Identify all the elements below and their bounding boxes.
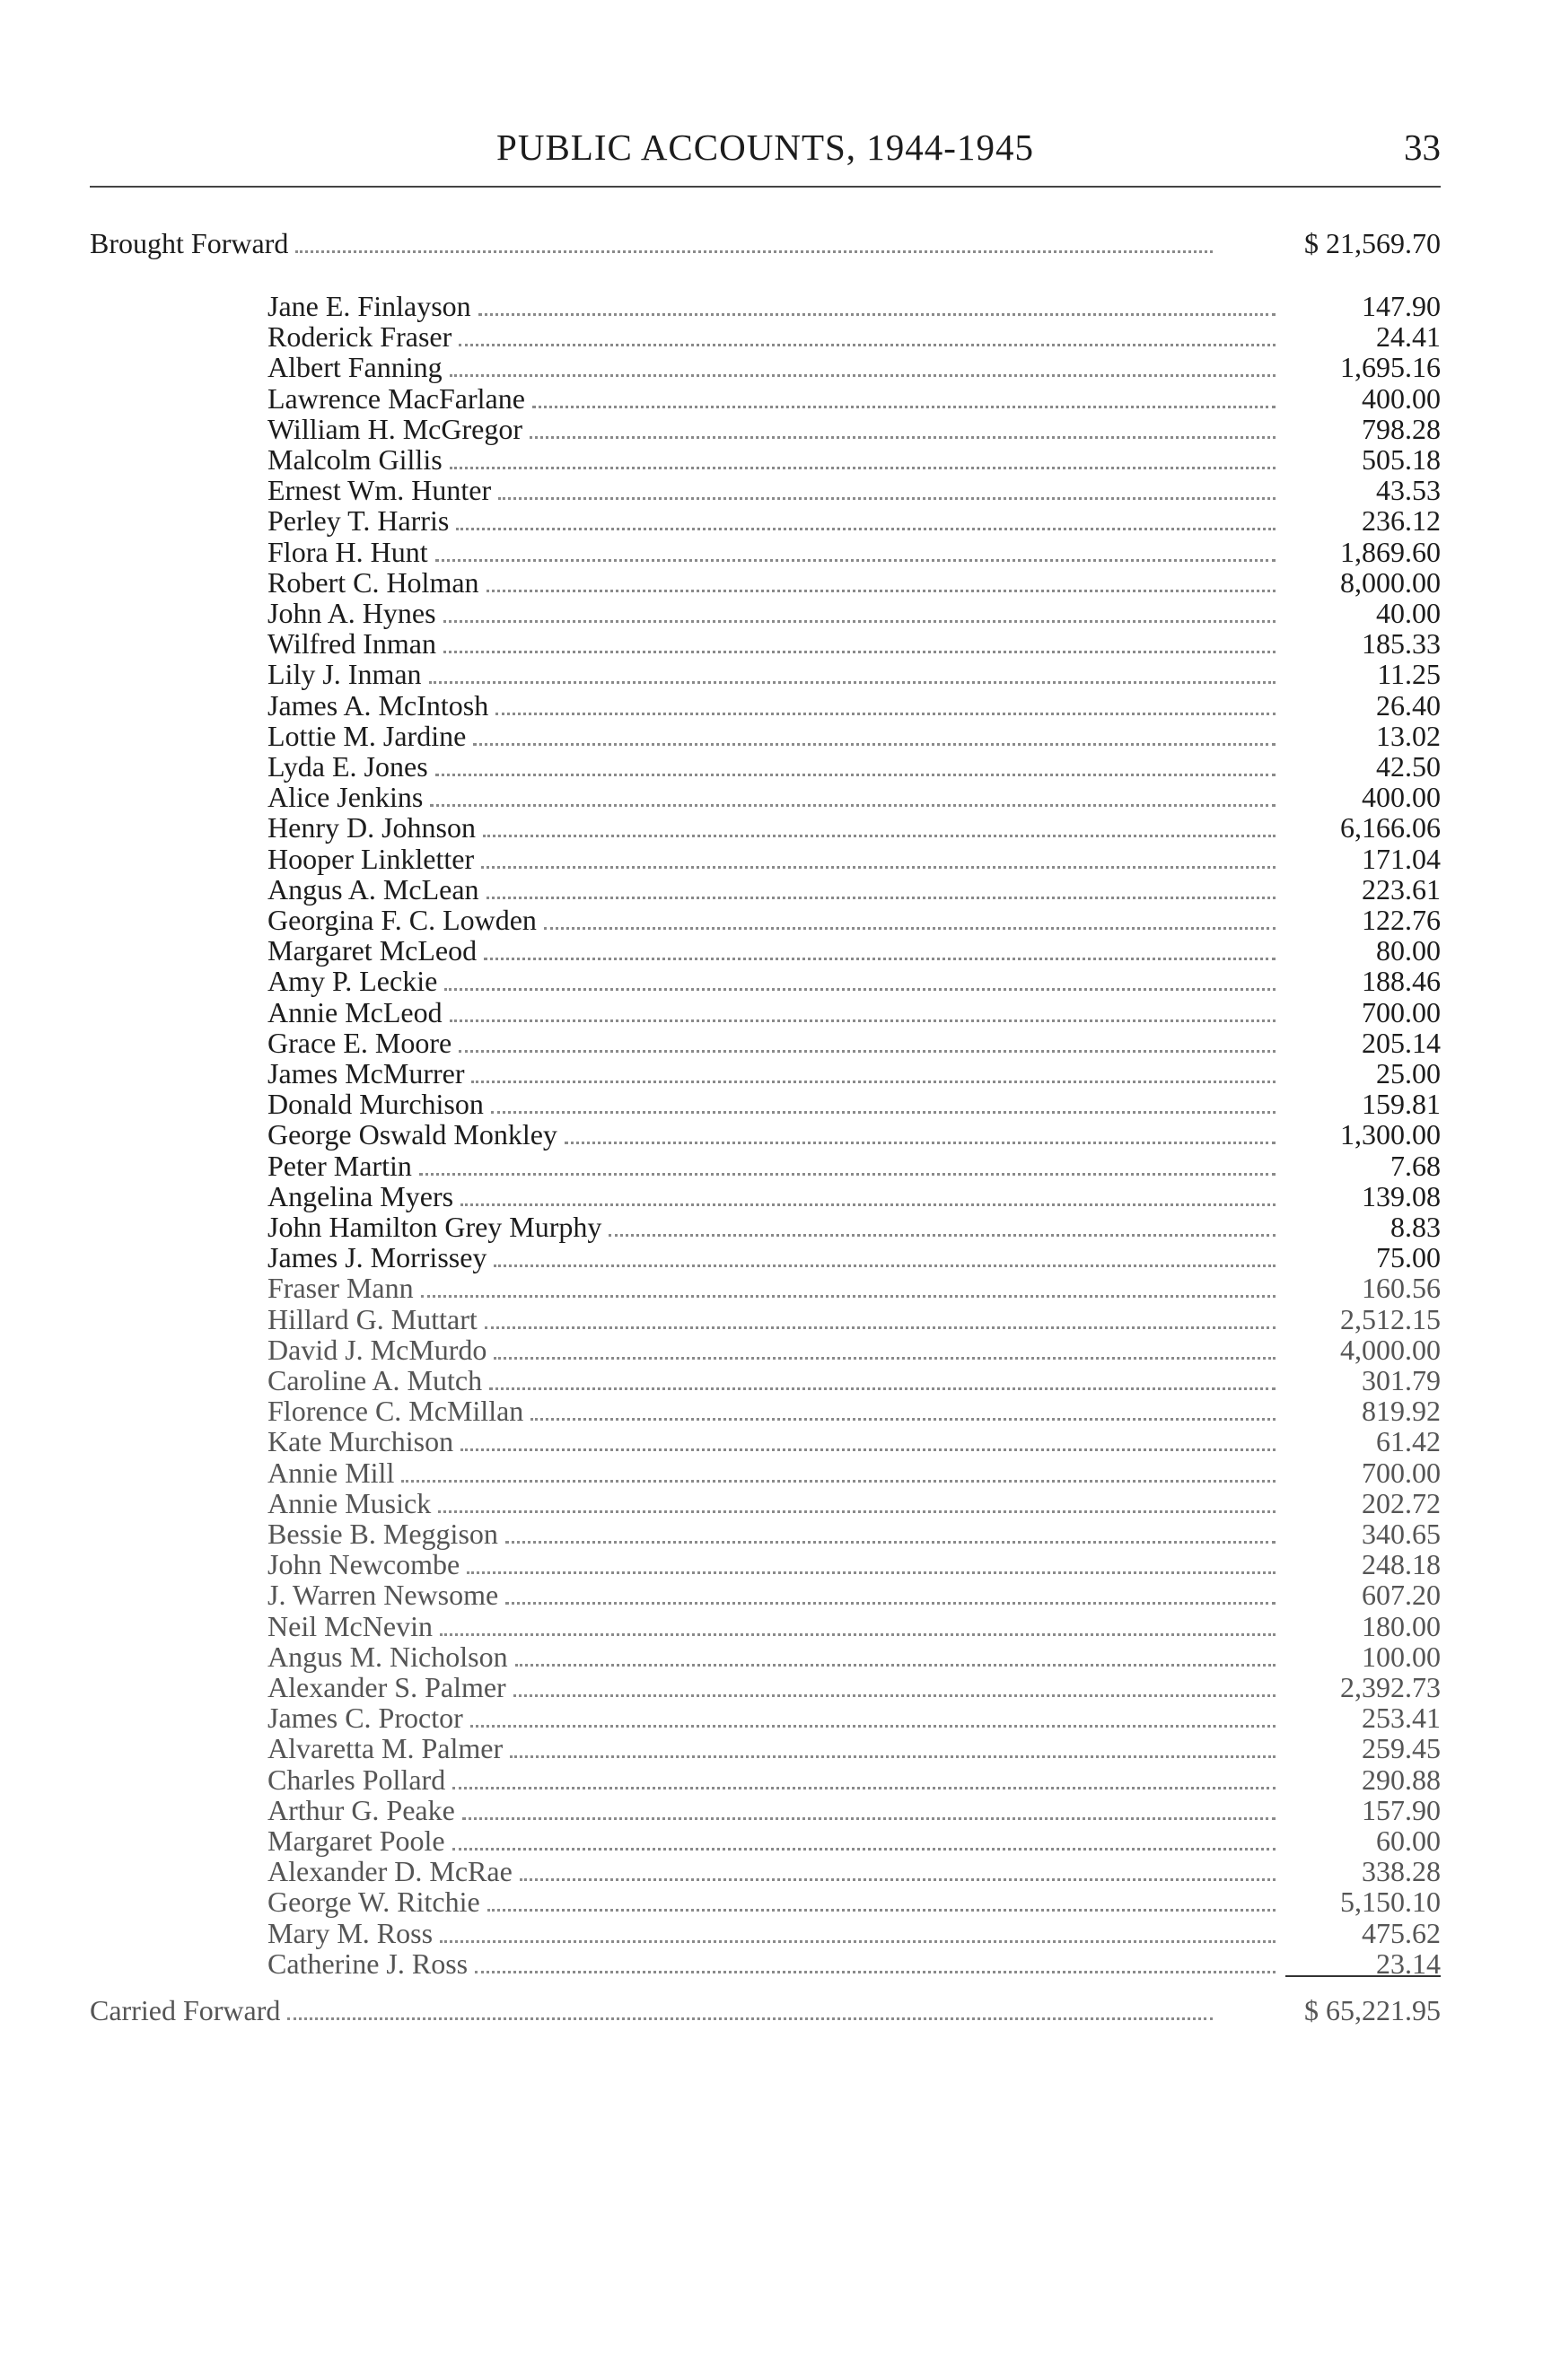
payee-name: Malcolm Gillis <box>267 443 443 476</box>
payment-amount: 1,869.60 <box>1340 535 1441 568</box>
dot-leader <box>435 754 1276 776</box>
payee-name: Caroline A. Mutch <box>267 1364 483 1396</box>
ledger-row <box>267 1947 1441 1978</box>
payment-amount: 160.56 <box>1362 1272 1441 1305</box>
ledger-row <box>267 1641 1441 1671</box>
payment-amount: 139.08 <box>1362 1179 1441 1212</box>
payment-amount: 23.14 <box>1376 1947 1441 1980</box>
ledger-row <box>267 1272 1441 1305</box>
dot-leader <box>435 539 1276 562</box>
page-number: 33 <box>1404 127 1441 168</box>
payee-name: Angus A. McLean <box>267 872 479 906</box>
payee-name: Charles Pollard <box>267 1763 446 1796</box>
payee-name: Albert Fanning <box>267 351 443 384</box>
payment-amount: 8.83 <box>1390 1211 1441 1243</box>
payment-amount: 40.00 <box>1376 597 1441 629</box>
carried-forward-label: Carried Forward <box>90 1994 281 2026</box>
ledger-row <box>267 873 1441 904</box>
payee-name: Neil McNevin <box>267 1609 433 1642</box>
dot-leader <box>515 1644 1276 1667</box>
payee-name: Arthur G. Peake <box>267 1793 455 1826</box>
ledger-row <box>267 1487 1441 1518</box>
payee-name: James J. Morrissey <box>267 1241 487 1274</box>
dot-leader <box>494 1337 1276 1360</box>
brought-forward-amount: $ 21,569.70 <box>1304 227 1441 259</box>
ledger-row <box>267 566 1441 597</box>
dot-leader <box>287 1998 1213 2020</box>
ledger-row <box>267 904 1441 934</box>
ledger-row <box>267 413 1441 443</box>
payment-amount: 157.90 <box>1362 1793 1441 1826</box>
dot-leader <box>495 693 1276 715</box>
brought-forward-row <box>90 227 1441 258</box>
dot-leader <box>456 508 1276 530</box>
ledger-row <box>267 1763 1441 1794</box>
payee-name: Alexander S. Palmer <box>267 1671 506 1703</box>
payment-amount: 798.28 <box>1362 412 1441 445</box>
dot-leader <box>459 1030 1276 1053</box>
ledger-row <box>267 720 1441 750</box>
payment-amount: 43.53 <box>1376 474 1441 507</box>
payment-amount: 400.00 <box>1362 381 1441 415</box>
payee-name: Angelina Myers <box>267 1179 454 1212</box>
ledger-row <box>267 1457 1441 1487</box>
payment-amount: 475.62 <box>1362 1916 1441 1949</box>
payment-amount: 301.79 <box>1362 1364 1441 1396</box>
dot-leader <box>510 1736 1276 1758</box>
ledger-row <box>267 1118 1441 1149</box>
page-header <box>90 126 1441 179</box>
dot-leader <box>475 1951 1276 1973</box>
ledger-row <box>267 843 1441 873</box>
dot-leader <box>401 1460 1276 1483</box>
payee-name: Catherine J. Ross <box>267 1947 469 1980</box>
payee-name: Wilfred Inman <box>267 627 436 661</box>
ledger-row <box>267 934 1441 965</box>
payment-amount: 253.41 <box>1362 1702 1441 1735</box>
payee-name: Lawrence MacFarlane <box>267 381 525 415</box>
ledger-row <box>267 1610 1441 1641</box>
dot-leader <box>489 1368 1276 1390</box>
payment-amount: 700.00 <box>1362 1456 1441 1489</box>
payee-name: Henry D. Johnson <box>267 811 476 844</box>
payee-name: George Oswald Monkley <box>267 1118 557 1151</box>
payment-amount: 60.00 <box>1376 1824 1441 1857</box>
payee-name: Annie McLeod <box>267 995 443 1028</box>
payment-amount: 188.46 <box>1362 965 1441 998</box>
payee-name: Jane E. Finlayson <box>267 290 471 322</box>
payment-amount: 248.18 <box>1362 1548 1441 1581</box>
ledger-row <box>267 1886 1441 1919</box>
payee-name: James A. McIntosh <box>267 688 489 722</box>
ledger-row <box>267 1518 1441 1548</box>
dot-leader <box>421 1275 1276 1298</box>
dot-leader <box>419 1153 1276 1176</box>
payment-amount: 122.76 <box>1362 904 1441 936</box>
dot-leader <box>471 1061 1276 1083</box>
ledger-row <box>267 965 1441 998</box>
dot-leader <box>444 968 1276 991</box>
ledger-row <box>267 1057 1441 1088</box>
payment-amount: 607.20 <box>1362 1579 1441 1612</box>
payee-name: James C. Proctor <box>267 1702 463 1735</box>
ledger-row <box>267 474 1441 507</box>
dot-leader <box>487 877 1276 899</box>
payee-name: Lily J. Inman <box>267 658 422 691</box>
ledger-row <box>267 1702 1441 1735</box>
dot-leader <box>429 661 1276 684</box>
payment-amount: 6,166.06 <box>1340 811 1441 844</box>
payment-amount: 25.00 <box>1376 1057 1441 1089</box>
dot-leader <box>544 907 1276 930</box>
ledger-row <box>267 1334 1441 1364</box>
payee-name: Lyda E. Jones <box>267 750 428 783</box>
dot-leader <box>438 1491 1276 1513</box>
payee-name: Lottie M. Jardine <box>267 719 467 752</box>
payee-name: Amy P. Leckie <box>267 965 438 998</box>
payee-name: Robert C. Holman <box>267 565 479 599</box>
ledger-row <box>267 1395 1441 1428</box>
dot-leader <box>505 1582 1276 1605</box>
ledger-row <box>267 811 1441 842</box>
ledger-row <box>267 504 1441 538</box>
ledger-row <box>267 351 1441 384</box>
payee-name: Hillard G. Muttart <box>267 1302 478 1335</box>
payment-amount: 147.90 <box>1362 290 1441 322</box>
dot-leader <box>440 1921 1276 1943</box>
payee-name: Mary M. Ross <box>267 1916 434 1949</box>
header-rule <box>90 186 1441 188</box>
payment-amount: 8,000.00 <box>1340 565 1441 599</box>
dot-leader <box>470 1705 1276 1728</box>
payee-name: Margaret McLeod <box>267 934 478 967</box>
payment-amount: 61.42 <box>1376 1425 1441 1458</box>
dot-leader <box>430 784 1276 807</box>
ledger-row <box>267 1548 1441 1579</box>
payment-amount: 338.28 <box>1362 1855 1441 1888</box>
dot-leader <box>485 1307 1276 1329</box>
ledger-row <box>267 658 1441 691</box>
payee-name: Bessie B. Meggison <box>267 1518 498 1550</box>
payee-name: Perley T. Harris <box>267 504 450 538</box>
ledger-row <box>267 1855 1441 1886</box>
dot-leader <box>530 416 1276 439</box>
payee-name: Fraser Mann <box>267 1272 414 1305</box>
dot-leader <box>450 1000 1276 1022</box>
payee-name: Ernest Wm. Hunter <box>267 474 492 507</box>
dot-leader <box>459 324 1276 346</box>
payment-amount: 290.88 <box>1362 1763 1441 1796</box>
ledger-row <box>267 1824 1441 1855</box>
ledger-row <box>267 1671 1441 1702</box>
dot-leader <box>443 631 1276 653</box>
payment-amount: 202.72 <box>1362 1486 1441 1519</box>
ledger-row <box>267 1150 1441 1180</box>
payment-amount: 223.61 <box>1362 872 1441 906</box>
payment-amount: 4,000.00 <box>1340 1333 1441 1366</box>
dot-leader <box>530 1398 1276 1421</box>
ledger-row <box>267 1180 1441 1211</box>
payment-amount: 400.00 <box>1362 781 1441 814</box>
dot-leader <box>450 354 1276 377</box>
dot-leader <box>295 231 1213 253</box>
payee-name: Georgina F. C. Lowden <box>267 904 537 936</box>
dot-leader <box>462 1798 1276 1820</box>
dot-leader <box>467 1552 1276 1574</box>
ledger-row <box>267 1732 1441 1763</box>
dot-leader <box>487 570 1276 592</box>
dot-leader <box>443 600 1276 623</box>
payment-amount: 7.68 <box>1390 1149 1441 1182</box>
payment-amount: 159.81 <box>1362 1088 1441 1121</box>
payment-amount: 700.00 <box>1362 995 1441 1028</box>
payee-name: Alice Jenkins <box>267 781 424 814</box>
carried-forward-row <box>90 1994 1441 2025</box>
payment-amount: 26.40 <box>1376 688 1441 722</box>
dot-leader <box>494 1245 1276 1267</box>
payee-name: Peter Martin <box>267 1149 412 1182</box>
payment-amount: 819.92 <box>1362 1395 1441 1428</box>
ledger-row <box>267 320 1441 354</box>
dot-leader <box>513 1675 1276 1697</box>
payment-amount: 259.45 <box>1362 1732 1441 1765</box>
dot-leader <box>520 1859 1276 1881</box>
payee-name: George W. Ritchie <box>267 1886 480 1919</box>
ledger-row <box>267 627 1441 661</box>
payment-amount: 171.04 <box>1362 842 1441 875</box>
carried-forward-amount: $ 65,221.95 <box>1304 1994 1441 2026</box>
dot-leader <box>478 293 1276 316</box>
payee-name: William H. McGregor <box>267 412 522 445</box>
ledger-row <box>267 1794 1441 1824</box>
ledger-row <box>267 1027 1441 1057</box>
payment-amount: 1,300.00 <box>1340 1118 1441 1151</box>
dot-leader <box>460 1184 1276 1206</box>
dot-leader <box>452 1767 1276 1789</box>
ledger-row <box>267 443 1441 474</box>
payee-name: Roderick Fraser <box>267 320 452 354</box>
dot-leader <box>609 1214 1276 1237</box>
ledger-row <box>267 750 1441 781</box>
ledger-row <box>267 1425 1441 1456</box>
ledger-row <box>267 1241 1441 1272</box>
ledger-row <box>267 290 1441 320</box>
ledger-row <box>267 1303 1441 1334</box>
dot-leader <box>491 1091 1276 1114</box>
dot-leader <box>481 846 1276 869</box>
ledger-row <box>267 996 1441 1027</box>
payee-name: Flora H. Hunt <box>267 535 428 568</box>
ledger-row <box>267 382 1441 413</box>
ledger-row <box>267 781 1441 814</box>
ledger-row <box>267 1088 1441 1121</box>
ledger-row <box>267 597 1441 627</box>
ledger-row <box>267 1579 1441 1612</box>
payee-name: Alvaretta M. Palmer <box>267 1732 504 1765</box>
dot-leader <box>450 447 1276 469</box>
payee-name: Grace E. Moore <box>267 1026 452 1059</box>
dot-leader <box>460 1429 1276 1451</box>
payment-amount: 5,150.10 <box>1340 1886 1441 1919</box>
payee-name: Hooper Linkletter <box>267 842 475 875</box>
dot-leader <box>532 386 1276 408</box>
payment-amount: 180.00 <box>1362 1609 1441 1642</box>
payment-amount: 11.25 <box>1377 658 1441 691</box>
dot-leader <box>484 938 1276 960</box>
payee-name: Margaret Poole <box>267 1824 445 1857</box>
payee-name: Angus M. Nicholson <box>267 1640 508 1673</box>
dot-leader <box>483 815 1276 837</box>
payment-amount: 80.00 <box>1376 934 1441 967</box>
payee-name: John Hamilton Grey Murphy <box>267 1211 602 1243</box>
payee-name: Annie Musick <box>267 1486 432 1519</box>
payment-amount: 2,392.73 <box>1340 1671 1441 1703</box>
payee-name: Kate Murchison <box>267 1425 454 1458</box>
payment-amount: 42.50 <box>1376 750 1441 783</box>
ledger-row <box>267 1917 1441 1947</box>
payment-amount: 505.18 <box>1362 443 1441 476</box>
payee-name: Florence C. McMillan <box>267 1395 524 1428</box>
payment-amount: 100.00 <box>1362 1640 1441 1673</box>
payment-amount: 185.33 <box>1362 627 1441 661</box>
payment-amount: 13.02 <box>1376 719 1441 752</box>
payment-amount: 340.65 <box>1362 1518 1441 1550</box>
dot-leader <box>452 1828 1276 1851</box>
page-title: PUBLIC ACCOUNTS, 1944-1945 <box>496 127 1034 168</box>
ledger-row <box>267 536 1441 566</box>
payee-name: J. Warren Newsome <box>267 1579 499 1612</box>
dot-leader <box>487 1889 1276 1912</box>
ledger-row <box>267 689 1441 720</box>
dot-leader <box>565 1122 1276 1144</box>
payment-amount: 236.12 <box>1362 504 1441 538</box>
payee-name: David J. McMurdo <box>267 1333 487 1366</box>
payment-amount: 75.00 <box>1376 1241 1441 1274</box>
dot-leader <box>440 1614 1276 1636</box>
total-rule <box>1285 1975 1441 1977</box>
payment-amount: 205.14 <box>1362 1026 1441 1059</box>
payee-name: Alexander D. McRae <box>267 1855 513 1888</box>
ledger-row <box>267 1211 1441 1241</box>
payee-name: James McMurrer <box>267 1057 465 1089</box>
payee-name: John A. Hynes <box>267 597 436 629</box>
dot-leader <box>498 477 1276 500</box>
payment-amount: 24.41 <box>1376 320 1441 354</box>
ledger-row <box>267 1364 1441 1395</box>
payment-amount: 1,695.16 <box>1340 351 1441 384</box>
dot-leader <box>505 1521 1276 1544</box>
dot-leader <box>473 723 1276 746</box>
brought-forward-label: Brought Forward <box>90 227 289 259</box>
payee-name: Donald Murchison <box>267 1088 484 1121</box>
payee-name: Annie Mill <box>267 1456 395 1489</box>
payment-amount: 2,512.15 <box>1340 1302 1441 1335</box>
payee-name: John Newcombe <box>267 1548 460 1581</box>
